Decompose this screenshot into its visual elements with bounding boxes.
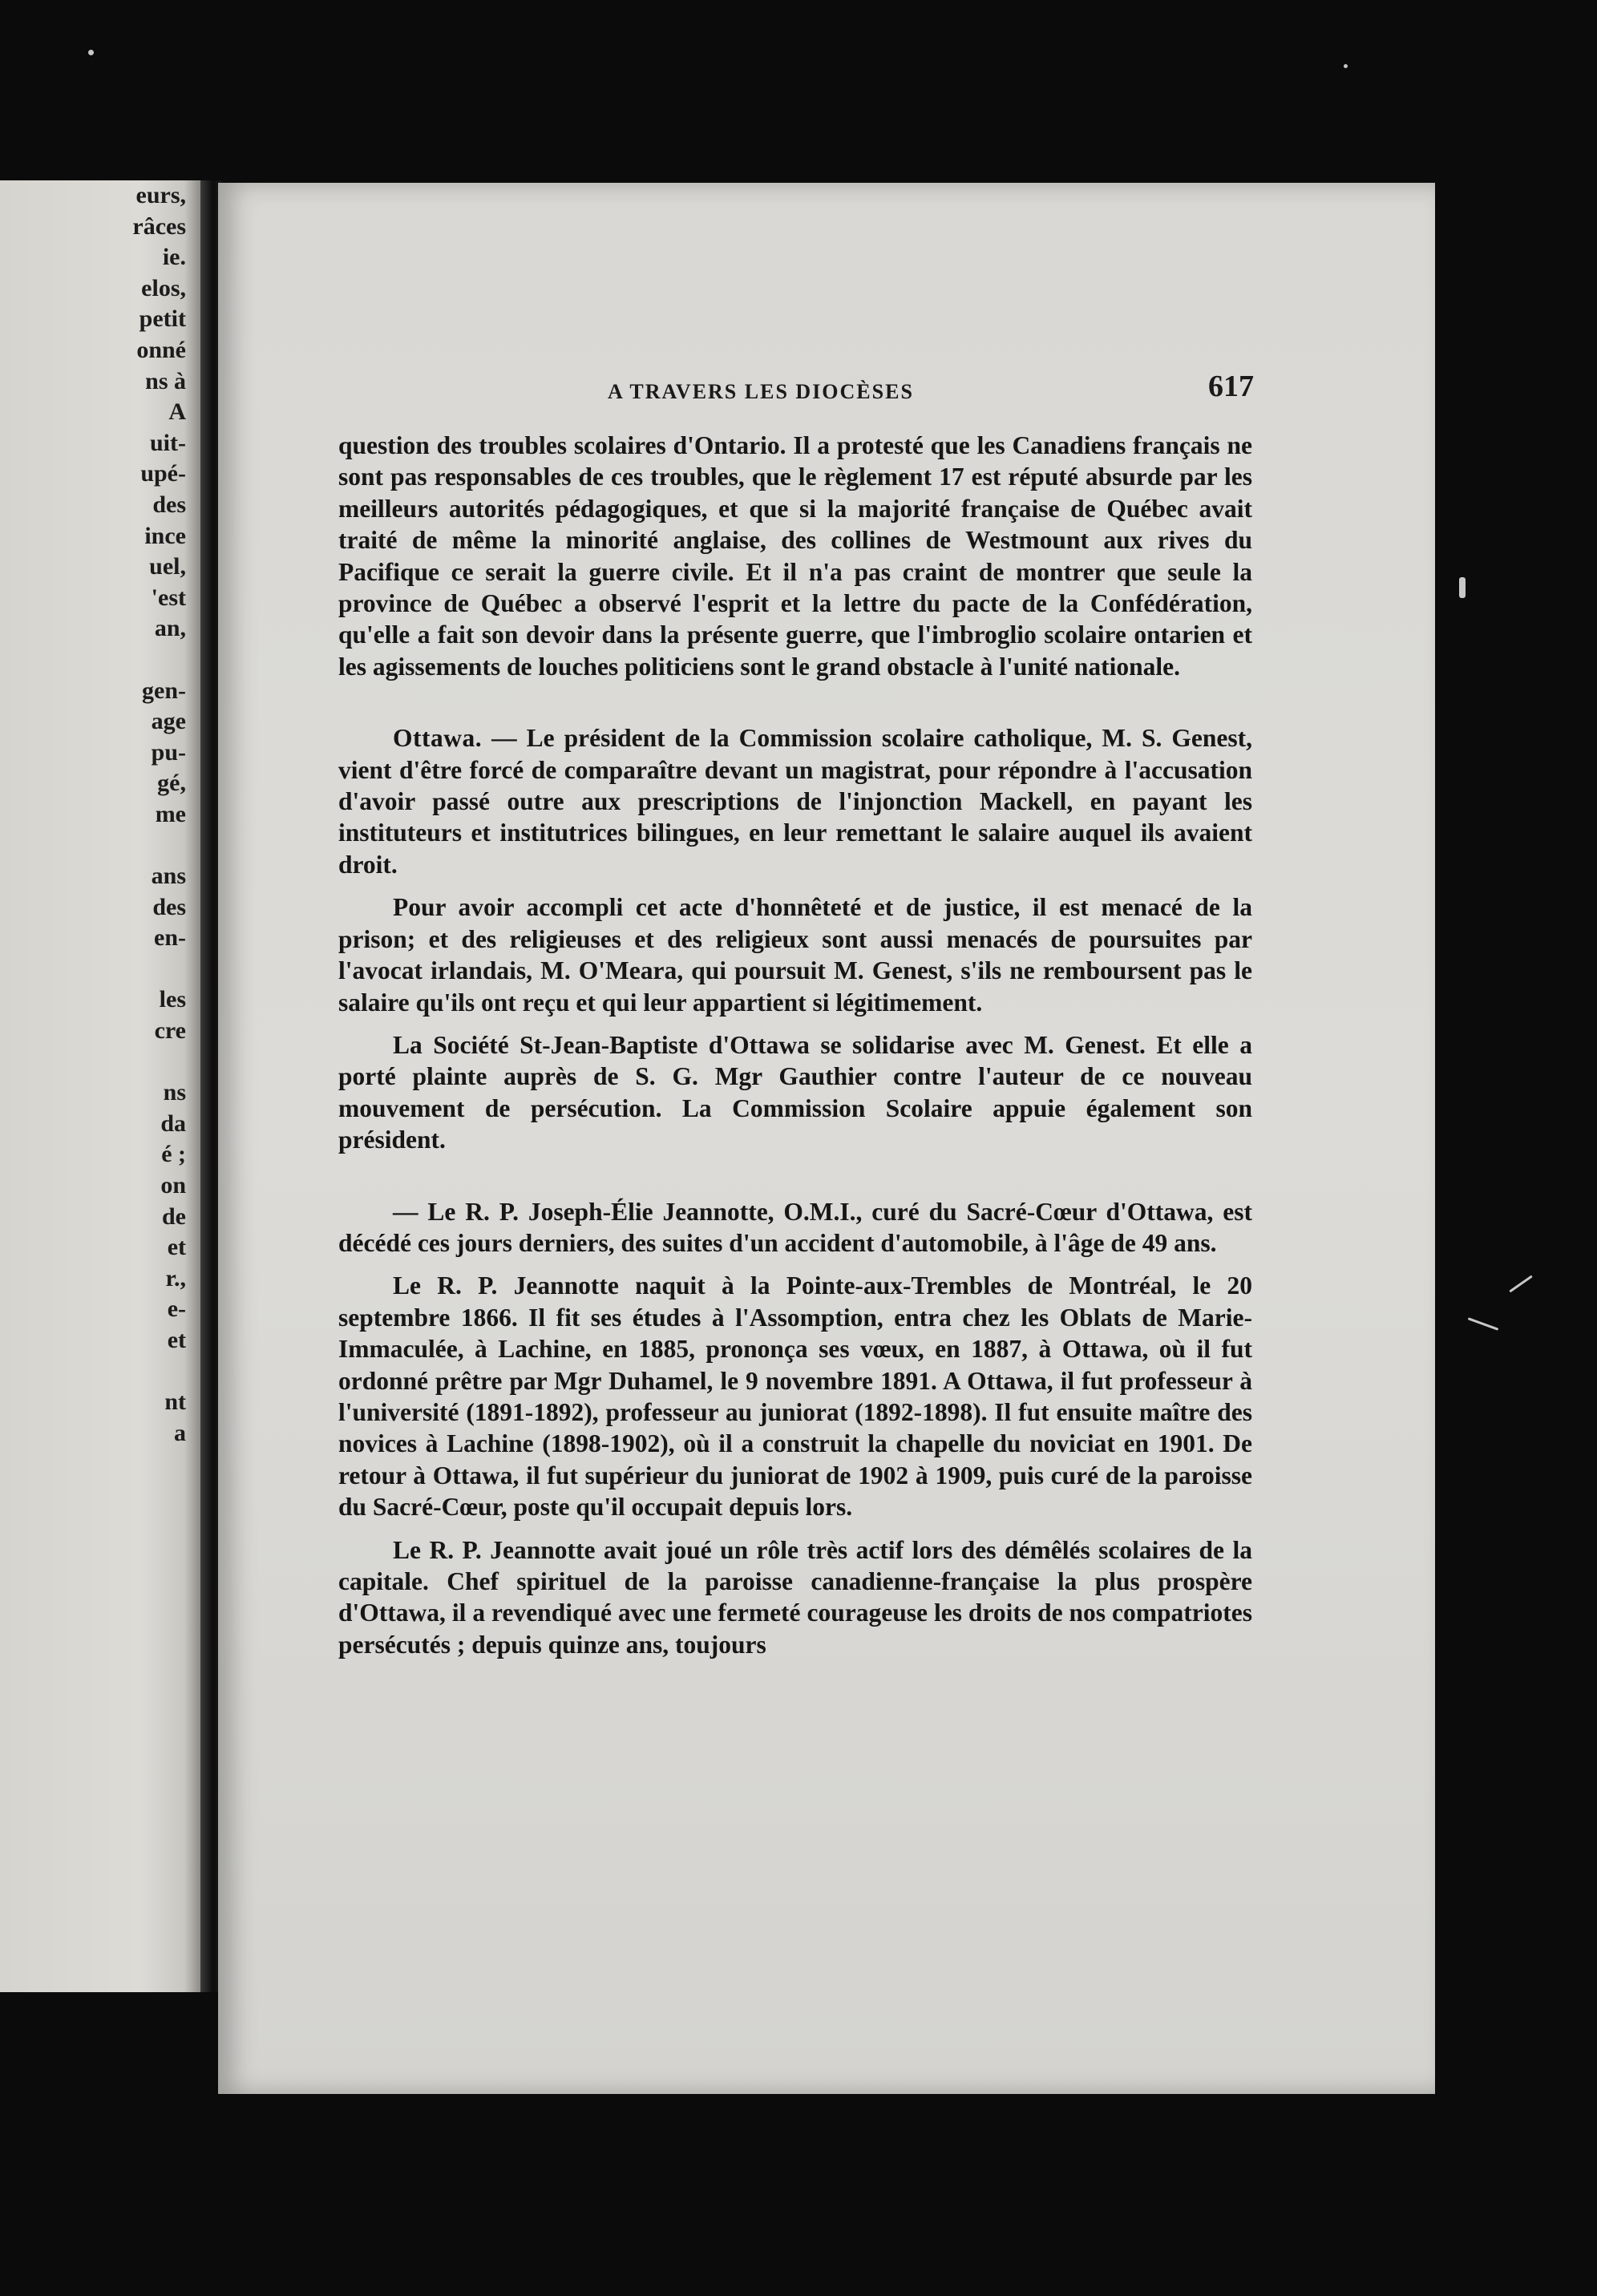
left-page-fragment: en- — [154, 924, 186, 952]
left-page-fragment — [42, 954, 186, 985]
left-page-fragment: e- — [167, 1296, 186, 1323]
left-page-fragment: et — [167, 1326, 186, 1353]
left-facing-page — [0, 180, 200, 1992]
left-page-fragment: onné — [136, 336, 186, 363]
left-page-fragment: ince — [144, 522, 186, 549]
left-page-fragment: les — [159, 986, 186, 1013]
scan-speck — [1344, 64, 1348, 68]
left-page-fragment: ns — [163, 1079, 186, 1106]
left-page-fragment: 'est — [151, 584, 186, 611]
left-page-fragment — [42, 1356, 186, 1388]
left-page-fragment: cre — [154, 1017, 186, 1045]
left-page-fragment: age — [151, 708, 186, 735]
left-page-fragment: upé- — [140, 460, 186, 487]
left-page-fragment: nt — [164, 1389, 186, 1416]
paragraph-7: Le R. P. Jeannotte avait joué un rôle très actif lors des démêlés scolaires de la capitale. Chef spirituel de la paroisse canadienne-française la plus prospère d'Ottawa, il a revendiqué avec une fermeté courageuse les droits de nos compatriotes persécutés ; depuis quinze ans, toujours — [338, 1535, 1252, 1659]
left-page-fragment: petit — [139, 305, 186, 333]
paragraph-4: La Société St-Jean-Baptiste d'Ottawa se solidarise avec M. Genest. Et elle a porté plainte auprès de S. G. Mgr Gauthier contre l'auteur de ce nouveau mouvement de persécution. La Commission Scolaire appuie également son président. — [338, 1030, 1252, 1154]
section-heading-ottawa: Ottawa. — [393, 724, 483, 753]
left-page-fragment: a — [174, 1419, 186, 1446]
left-page-fragment: on — [160, 1172, 186, 1199]
paragraph-5: — Le R. P. Joseph-Élie Jeannotte, O.M.I., curé du Sacré-Cœur d'Ottawa, est décédé ces jours derniers, des suites d'un accident d'automobile, à l'âge de 49 ans. — [338, 1197, 1252, 1257]
left-page-fragment: des — [152, 893, 186, 920]
paragraph-6: Le R. P. Jeannotte naquit à la Pointe-aux-Trembles de Montréal, le 20 septembre 1866. Il fit ses études à l'Assomption, entra chez les Oblats de Marie-Immaculée, à Lachine, en 1885, prononça ses vœux, en 1887, à Ottawa, où il fut ordonné prêtre par Mgr Duhamel, le 9 novembre 1891. A Ottawa, il fut professeur à l'université (1891-1892), professeur au juniorat (1892-1898). Il fut ensuite maître des novices à Lachine (1898-1902), où il a construit la chapelle du noviciat en 1901. De retour à Ottawa, il fut supérieur du juniorat de 1902 à 1909, puis curé de la paroisse du Sacré-Cœur, poste qu'il occupait depuis lors. — [338, 1271, 1252, 1522]
left-page-fragment: pu- — [151, 738, 186, 766]
left-page-fragment: gen- — [142, 677, 186, 704]
left-page-fragment: ns à — [145, 367, 186, 394]
left-page-fragment: uit- — [150, 429, 186, 456]
left-page-fragment: râces — [132, 212, 186, 240]
left-page-fragment: ie. — [162, 244, 186, 271]
left-page-fragment: de — [162, 1203, 186, 1230]
left-page-fragment: me — [155, 800, 186, 827]
left-page-fragment: an, — [154, 615, 186, 642]
left-page-fragment — [42, 1047, 186, 1078]
left-page-fragment: da — [160, 1110, 186, 1137]
left-page-fragment: gé, — [157, 770, 186, 797]
scan-speck — [88, 50, 94, 55]
left-page-fragment: elos, — [141, 274, 186, 301]
paragraph-1: question des troubles scolaires d'Ontario. Il a protesté que les Canadiens français ne sont pas responsables de ces troubles, que le règlement 17 est réputé absurde par les meilleurs autorités pédagogiques, et que si la majorité française de Québec avait traité de même la minorité anglaise, des collines de Westmount aux rives du Pacifique ce serait la guerre civile. Et il n'a pas craint de montrer que seule la province de Québec a observé l'esprit et la lettre du pacte de la Confédération, qu'elle a fait son devoir dans la présente guerre, que l'imbroglio scolaire ontarien et les agissements de louches politiciens sont le grand obstacle à l'unité nationale. — [338, 431, 1252, 681]
left-page-fragment: ans — [151, 863, 186, 890]
paragraph-2 — [338, 722, 1252, 880]
paragraph-3: Pour avoir accompli cet acte d'honnêteté et de justice, il est menacé de la prison; et des religieuses et des religieux sont aussi menacés de poursuites par l'avocat irlandais, M. O'Meara, qui poursuit M. Genest, s'ils ne remboursent pas le salaire qu'ils ont reçu et qui leur appartient si légitimement. — [338, 893, 1252, 1017]
scan-speck — [1468, 1317, 1499, 1331]
left-page-fragment — [42, 830, 186, 861]
page-body — [338, 430, 1252, 1660]
left-page-fragment: uel, — [149, 553, 186, 580]
left-page-fragment: et — [167, 1234, 186, 1261]
left-page-fragment: r., — [165, 1264, 186, 1292]
left-page-fragment: eurs, — [135, 182, 186, 208]
left-page-text-fragments — [42, 180, 186, 1449]
page-number: 617 — [1208, 370, 1254, 403]
running-head: A TRAVERS LES DIOCÈSES — [608, 380, 914, 403]
book-page — [218, 183, 1435, 2094]
left-page-fragment: des — [152, 491, 186, 518]
left-page-fragment: A — [168, 398, 186, 426]
scan-speck — [1509, 1275, 1533, 1293]
scan-speck — [1459, 577, 1466, 598]
paragraph-2-text: — Le président de la Commission scolaire catholique, M. S. Genest, vient d'être forcé de comparaître devant un magistrat, pour répondre à l'accusation d'avoir passé outre aux prescriptions de l'injonction Mackell, en payant les instituteurs et institutrices bilingues, en leur remettant le salaire auquel ils avaient droit. — [338, 724, 1252, 879]
left-page-fragment — [42, 645, 186, 676]
left-page-fragment: é ; — [161, 1141, 186, 1168]
